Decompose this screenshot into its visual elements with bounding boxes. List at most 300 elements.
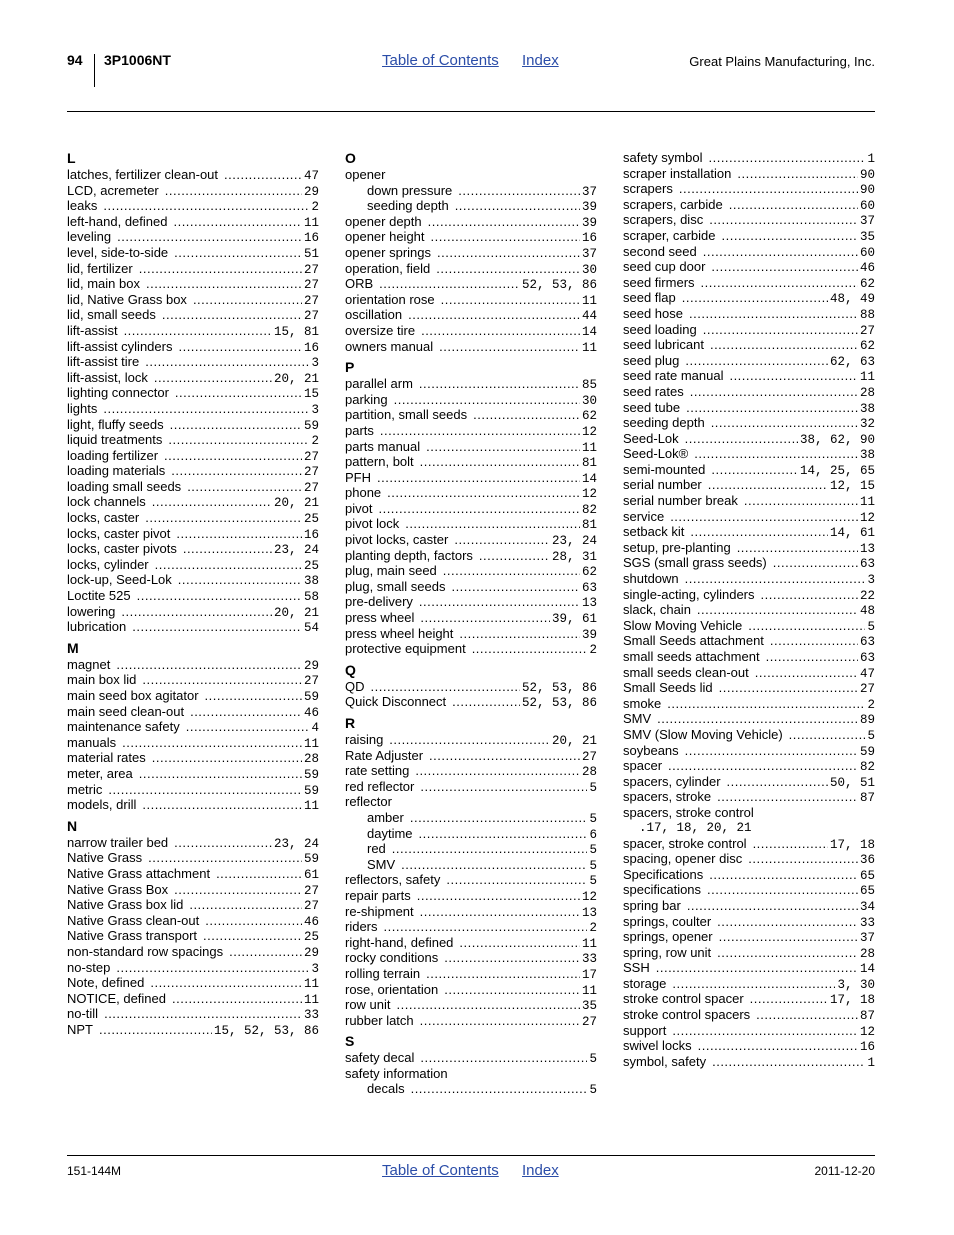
page-reference[interactable]: 2 [589,643,597,658]
dot-leader [174,245,302,261]
page-reference[interactable]: 27 [303,465,319,480]
index-entry [345,950,597,966]
index-term: QD [345,678,365,694]
index-term: spacer, stroke control [623,835,747,851]
dot-leader [139,766,302,782]
index-entry [623,524,875,540]
page-reference[interactable]: 28 [859,946,875,961]
page-reference[interactable]: 38 [303,574,319,589]
page-reference[interactable]: 3, 30 [837,977,875,992]
page-reference[interactable]: 12, 15 [829,479,875,494]
page-reference[interactable]: 11 [581,340,597,355]
index-term: no-till [67,1006,99,1022]
index-entry [67,167,319,183]
index-entry [623,555,875,571]
page-reference[interactable]: 27 [303,262,319,277]
index-term: spacers, cylinder [623,773,721,789]
page-reference[interactable]: 3 [311,356,319,371]
page-reference[interactable]: 54 [303,621,319,636]
page-reference[interactable]: 5 [589,1052,597,1067]
page-reference[interactable]: 28 [581,765,597,780]
dot-leader [190,704,302,720]
index-term: spacing, opener disc [623,851,743,867]
page-reference[interactable]: 87 [859,1009,875,1024]
index-term: oscillation [345,307,403,323]
page-reference[interactable]: 35 [859,229,875,244]
index-term: raising [345,732,384,747]
index-entry [345,694,597,710]
page-reference[interactable]: 20, 21 [551,734,597,748]
page-reference[interactable]: 61 [303,867,319,882]
page-reference[interactable]: 16 [303,527,319,542]
dot-leader [419,826,588,842]
page-reference[interactable]: 27 [303,883,319,898]
table-of-contents-link-footer[interactable]: Table of Contents [382,1162,499,1179]
page-reference[interactable]: 59 [303,767,319,782]
page-reference[interactable]: 5 [589,858,597,873]
index-term: ORB [345,276,374,292]
page-reference[interactable]: 28, 31 [551,549,597,564]
page-reference[interactable]: 89 [859,713,875,728]
page-reference[interactable]: 17, 18 [829,993,875,1008]
page-reference[interactable]: 29 [303,184,319,199]
index-term: non-standard row spacings [67,943,224,959]
dot-leader [753,836,828,852]
dot-leader [459,935,580,951]
index-entry [67,463,319,479]
index-term: Rate Adjuster [345,747,424,763]
index-entry [623,431,875,447]
page-reference[interactable]: 59 [303,783,319,798]
page-reference[interactable]: 5 [589,780,597,795]
index-link[interactable]: Index [522,52,559,69]
dot-leader [729,368,858,384]
page-reference[interactable]: 37 [859,214,875,229]
index-entry [623,322,875,338]
page-reference[interactable]: 39, 61 [551,612,597,627]
dot-leader [761,587,858,603]
page-reference[interactable]: 20, 21 [273,496,319,511]
dot-leader [420,779,587,795]
dot-leader [193,292,302,308]
page-reference[interactable]: 11 [303,992,319,1007]
dot-leader [408,307,580,323]
index-entry [67,588,319,604]
page-reference[interactable]: 15 [303,387,319,402]
index-entry [623,540,875,556]
page-reference[interactable]: 63 [859,557,875,572]
page-reference[interactable]: 5 [589,874,597,889]
index-entry [67,928,319,944]
page-reference[interactable]: 60 [859,245,875,260]
page-reference[interactable]: 13 [859,541,875,556]
page-reference[interactable]: 3 [867,573,875,588]
page-reference[interactable]: 12 [859,1024,875,1039]
index-entry [345,439,597,455]
page-reference[interactable]: 17 [581,967,597,982]
index-term: main seed box agitator [67,688,199,703]
page-reference[interactable]: 3 [311,961,319,976]
page-reference[interactable]: 14 [859,962,875,977]
dot-leader [748,851,858,867]
page-reference[interactable]: 27 [303,449,319,464]
page-reference[interactable]: 23, 24 [273,836,319,851]
page-reference[interactable]: 2 [867,697,875,712]
page-reference[interactable]: 11 [303,799,319,814]
page-reference[interactable]: 11 [303,736,319,751]
dot-leader [394,392,580,408]
page-reference[interactable]: 39 [581,215,597,230]
table-of-contents-link[interactable]: Table of Contents [382,52,499,69]
page-reference[interactable]: 5 [867,728,875,743]
page-reference[interactable]: 65 [859,884,875,899]
page-reference[interactable]: 87 [859,791,875,806]
page-reference[interactable]: 33 [859,915,875,930]
page-reference[interactable]: 16 [581,231,597,246]
index-entry [67,541,319,557]
index-entry [345,966,597,982]
dot-leader [203,928,302,944]
page-reference[interactable]: 37 [581,184,597,199]
page-reference[interactable]: 65 [859,868,875,883]
dot-leader [679,181,858,197]
dot-leader [389,732,550,748]
page-reference[interactable]: 20, 21 [273,605,319,620]
index-term: lift-assist cylinders [67,338,173,354]
index-entry [623,727,875,743]
index-entry [623,275,875,291]
page-reference[interactable]: 16 [303,231,319,246]
dot-leader [766,649,858,665]
index-term: swivel locks [623,1038,692,1054]
index-entry [345,594,597,610]
index-entry [345,732,597,748]
index-entry [623,353,875,369]
page-reference[interactable]: 39 [581,627,597,642]
page-reference[interactable]: 17, 18 [829,837,875,852]
page-reference[interactable]: .17, 18, 20, 21 [639,820,752,835]
index-entry [67,991,319,1007]
dot-leader [371,679,520,695]
page-reference[interactable]: 23, 24 [273,543,319,558]
index-entry [623,976,875,992]
page-reference[interactable]: 29 [303,945,319,960]
page-reference[interactable]: 11 [581,983,597,998]
page-reference[interactable]: 60 [859,198,875,213]
index-entry [623,509,875,525]
page-reference[interactable]: 50, 51 [829,775,875,790]
page-reference[interactable]: 44 [581,309,597,324]
index-entry [345,1050,597,1066]
page-reference[interactable]: 38 [859,401,875,416]
dot-leader [410,810,588,826]
page-reference[interactable]: 11 [303,215,319,230]
dot-leader [401,857,587,873]
page-reference[interactable]: 27 [303,293,319,308]
dot-leader [189,897,302,913]
index-entry [67,214,319,230]
index-term: NPT [67,1021,93,1037]
page-reference[interactable]: 30 [581,393,597,408]
page-reference[interactable]: 2 [311,434,319,449]
index-term: small seeds attachment [623,649,760,664]
page-reference[interactable]: 28 [303,752,319,767]
page-reference[interactable]: 52, 53, 86 [521,278,597,293]
page-reference[interactable]: 23, 24 [551,534,597,549]
dot-leader [756,1007,858,1023]
page-reference[interactable]: 25 [303,558,319,573]
index-term: spring, row unit [623,944,712,960]
dot-leader [145,354,309,370]
page-reference[interactable]: 6 [589,827,597,842]
page-reference[interactable]: 62 [581,409,597,424]
page-reference[interactable]: 88 [859,307,875,322]
page-reference[interactable]: 11 [581,440,597,455]
dot-leader [171,463,302,479]
index-entry [623,493,875,509]
index-term: metric [67,781,103,797]
index-letter-heading: N [67,817,78,834]
dot-leader [727,774,828,790]
index-entry [345,935,597,951]
page-reference[interactable]: 81 [581,456,597,471]
page-reference[interactable]: 63 [859,651,875,665]
page-reference[interactable]: 5 [589,843,597,858]
page-reference[interactable]: 27 [303,674,319,689]
index-term: latches, fertilizer clean-out [67,167,219,182]
page-reference[interactable]: 11 [303,977,319,992]
index-entry [623,867,875,883]
page-reference[interactable]: 27 [859,323,875,338]
index-term: lid, main box [67,276,140,292]
index-term: loading fertilizer [67,447,159,463]
page-reference[interactable]: 30 [581,262,597,277]
page-reference[interactable]: 62 [581,565,597,580]
index-entry [67,1022,319,1038]
page-reference[interactable]: 27 [303,899,319,914]
index-entry [345,501,597,517]
page-reference[interactable]: 3 [311,402,319,417]
dot-leader [415,763,580,779]
page-reference[interactable]: 46 [303,705,319,720]
page-reference[interactable]: 35 [581,999,597,1014]
index-entry [345,904,597,920]
index-entry [345,392,597,408]
page-reference[interactable]: 11 [859,495,875,510]
page-reference[interactable]: 32 [859,417,875,432]
dot-leader [178,339,302,355]
index-term: opener height [345,229,425,245]
page-reference[interactable]: 2 [311,200,319,215]
dot-leader [667,696,865,712]
index-entry [67,688,319,704]
page-reference[interactable]: 52, 53, 86 [521,680,597,695]
index-entry [345,888,597,904]
part-number: 151-144M [67,1164,122,1178]
page-reference[interactable]: 28 [859,385,875,400]
index-term: Seed-Lok [623,430,679,446]
page-reference[interactable]: 81 [581,518,597,533]
index-entry [67,526,319,542]
index-entry [67,572,319,588]
index-entry [623,929,875,945]
page-reference[interactable]: 14 [581,324,597,339]
page-reference[interactable]: 37 [859,931,875,946]
index-term: seed rate manual [623,368,724,384]
index-letter-heading: R [345,715,356,731]
page-reference[interactable]: 1 [867,1055,875,1070]
dot-leader [719,929,858,945]
dot-leader [175,385,302,401]
page-reference[interactable]: 85 [581,378,597,393]
footer-rule [67,1155,875,1156]
page-reference[interactable]: 62, 63 [829,354,875,369]
page-reference[interactable]: 58 [303,590,319,605]
index-term: seed flap [623,290,676,306]
page-reference[interactable]: 20, 21 [273,371,319,386]
page-reference[interactable]: 33 [581,952,597,967]
page-reference[interactable]: 59 [303,690,319,704]
page-reference[interactable]: 27 [859,682,875,697]
page-reference[interactable]: 1 [867,152,875,166]
index-entry [345,779,597,795]
page-reference[interactable]: 46 [303,914,319,929]
index-term: maintenance safety [67,719,180,735]
page-reference[interactable]: 46 [859,261,875,276]
index-term: Loctite 525 [67,588,131,604]
page-reference[interactable]: 90 [859,183,875,198]
page-reference[interactable]: 52, 53, 86 [521,696,597,711]
index-term: SMV [623,711,652,727]
index-entry [345,167,597,183]
index-term: single-acting, cylinders [623,586,755,602]
page-reference[interactable]: 59 [859,744,875,759]
index-entry [623,166,875,182]
dot-leader [405,516,580,532]
page-reference[interactable]: 11 [581,293,597,308]
page-reference[interactable]: 5 [589,1083,597,1098]
index-term: spacers, stroke control [623,804,754,820]
page-reference[interactable]: 14, 61 [829,526,875,541]
page-reference[interactable]: 12 [859,510,875,525]
index-entry [623,306,875,322]
page-reference[interactable]: 39 [581,200,597,215]
page-reference[interactable]: 62 [859,339,875,354]
page-reference[interactable]: 51 [303,246,319,261]
index-entry [345,626,597,642]
page-reference[interactable]: 34 [859,899,875,914]
page-reference[interactable]: 4 [311,721,319,736]
index-term: locks, caster pivots [67,541,177,557]
page-reference[interactable]: 27 [303,309,319,324]
index-term: service [623,508,665,524]
page-reference[interactable]: 25 [303,512,319,527]
page-reference[interactable]: 47 [859,666,875,681]
dot-leader [387,485,580,501]
index-entry [345,276,597,292]
page-reference[interactable]: 16 [303,340,319,355]
index-link-footer[interactable]: Index [522,1162,559,1179]
page-reference[interactable]: 12 [581,889,597,904]
page-reference[interactable]: 47 [303,169,319,183]
page-reference[interactable]: 48 [859,604,875,619]
index-term: leveling [67,229,112,245]
page-reference[interactable]: 63 [581,580,597,595]
page-reference[interactable]: 13 [581,905,597,920]
page-reference[interactable]: 82 [581,502,597,517]
page-reference[interactable]: 5 [589,811,597,826]
page-reference[interactable]: 33 [303,1008,319,1023]
page-reference[interactable]: 27 [303,278,319,293]
page-reference[interactable]: 15, 81 [273,324,319,339]
page-reference[interactable]: 29 [303,658,319,673]
page-reference[interactable]: 22 [859,588,875,603]
page-reference[interactable]: 37 [581,246,597,261]
page-reference[interactable]: 59 [303,852,319,867]
index-entry [67,183,319,199]
index-entry [67,339,319,355]
dot-leader [690,524,828,540]
index-entry [623,991,875,1007]
page-reference[interactable]: 59 [303,418,319,433]
page-reference[interactable]: 27 [581,749,597,764]
page-reference[interactable]: 27 [303,480,319,495]
page-reference[interactable]: 2 [589,921,597,936]
index-letter-heading: O [345,150,356,166]
index-entry [67,866,319,882]
dot-leader [436,261,580,277]
dot-leader [437,245,580,261]
index-term: liquid treatments [67,432,163,448]
dot-leader [229,944,302,960]
page-reference[interactable]: 13 [581,596,597,611]
page-reference[interactable]: 62 [859,276,875,291]
page-reference[interactable]: 11 [859,370,875,385]
page-reference[interactable]: 38 [859,448,875,463]
index-term: meter, area [67,765,133,781]
page-reference[interactable]: 12 [581,424,597,439]
page-reference[interactable]: 12 [581,487,597,502]
index-entry [67,323,319,339]
page-reference[interactable]: 15, 52, 53, 86 [213,1023,319,1038]
page-reference[interactable]: 27 [581,1014,597,1029]
dot-leader [685,353,828,369]
dot-leader [722,228,858,244]
index-term: LCD, acremeter [67,182,159,198]
page-reference[interactable]: 48, 49 [829,292,875,307]
page-reference[interactable]: 36 [859,853,875,868]
dot-leader [711,415,858,431]
page-reference[interactable]: 82 [859,760,875,775]
page-reference[interactable]: 25 [303,930,319,945]
page-reference[interactable]: 16 [859,1040,875,1055]
page-reference[interactable]: 5 [867,619,875,634]
dot-leader [173,214,302,230]
index-term: parallel arm [345,376,413,392]
dot-leader [152,750,302,766]
dot-leader [155,557,302,573]
page-reference[interactable]: 90 [859,167,875,182]
page-reference[interactable]: 14 [581,471,597,486]
dot-leader [458,183,580,199]
dot-leader [429,748,580,764]
page-reference[interactable]: 14, 25, 65 [799,463,875,478]
page-reference[interactable]: 38, 62, 90 [799,432,875,447]
page-reference[interactable]: 11 [581,936,597,951]
dot-leader [439,339,580,355]
index-entry [345,292,597,308]
page-reference[interactable]: 63 [859,635,875,650]
